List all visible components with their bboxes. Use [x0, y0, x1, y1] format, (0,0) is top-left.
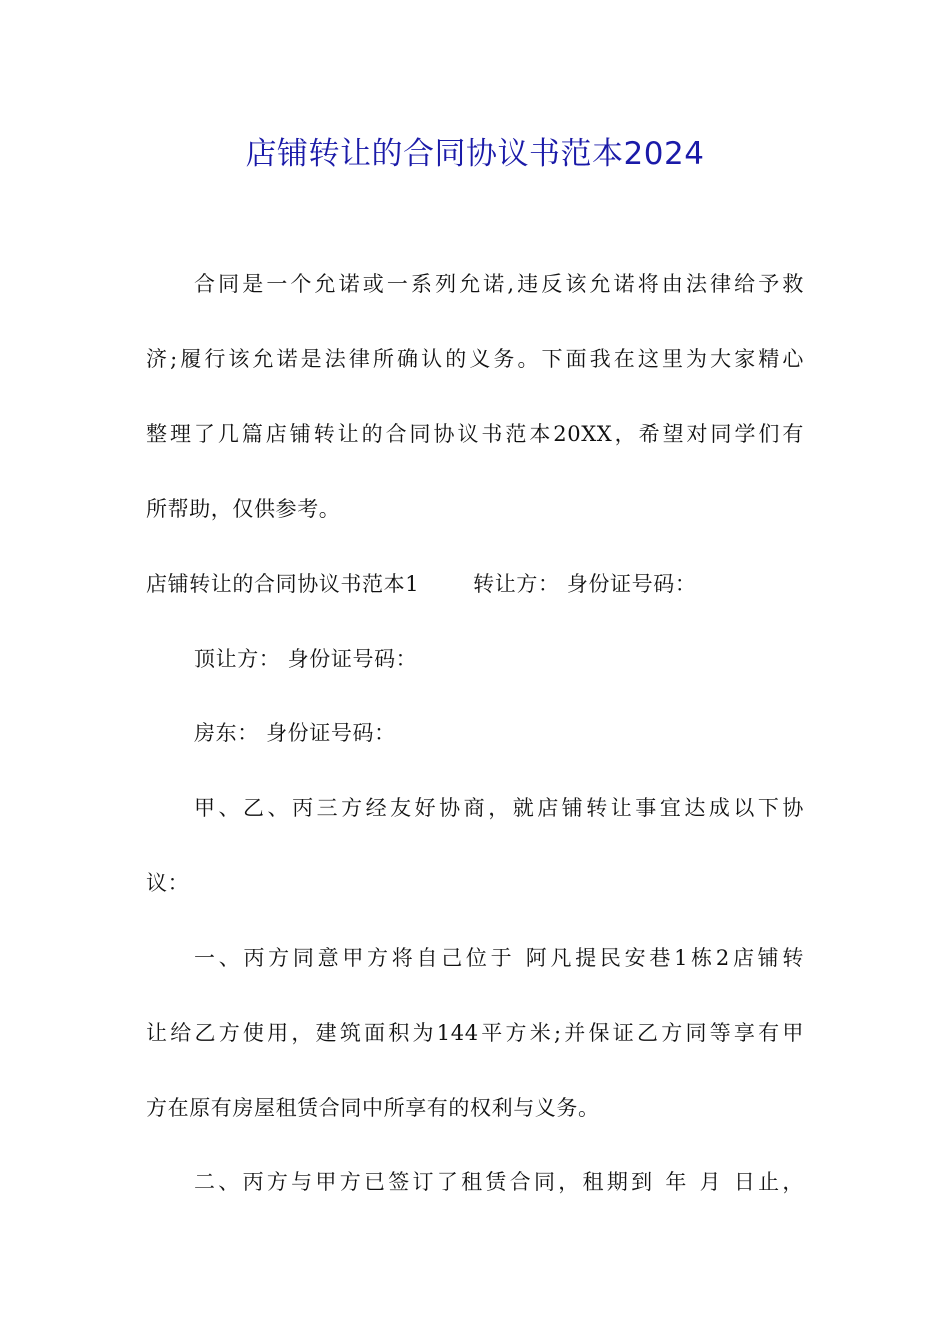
intro-line-3: 整理了几篇店铺转让的合同协议书范本20XX，希望对同学们有 [146, 422, 804, 446]
document-title: 店铺转让的合同协议书范本2024 [245, 136, 705, 172]
landlord-line: 房东： 身份证号码： [194, 721, 396, 745]
clause2-line-1: 二、丙方与甲方已签订了租赁合同，租期到 年 月 日止， [194, 1170, 804, 1194]
intro-line-2: 济;履行该允诺是法律所确认的义务。下面我在这里为大家精心 [146, 347, 804, 371]
agreement-line-1: 甲、乙、丙三方经友好协商，就店铺转让事宜达成以下协 [194, 796, 804, 820]
sample-heading: 店铺转让的合同协议书范本1 [146, 572, 420, 596]
clause1-line-2: 让给乙方使用，建筑面积为144平方米;并保证乙方同等享有甲 [146, 1021, 804, 1045]
clause1-line-1: 一、丙方同意甲方将自己位于 阿凡提民安巷1栋2店铺转 [194, 946, 804, 970]
intro-line-1: 合同是一个允诺或一系列允诺,违反该允诺将由法律给予救 [194, 272, 804, 296]
intro-line-4: 所帮助，仅供参考。 [146, 497, 341, 521]
transferee-line: 顶让方： 身份证号码： [194, 647, 418, 671]
agreement-line-2: 议： [146, 871, 190, 895]
clause1-line-3: 方在原有房屋租赁合同中所享有的权利与义务。 [146, 1096, 600, 1120]
transferor-line: 转让方： 身份证号码： [473, 572, 697, 596]
sample-heading-row [146, 568, 696, 600]
